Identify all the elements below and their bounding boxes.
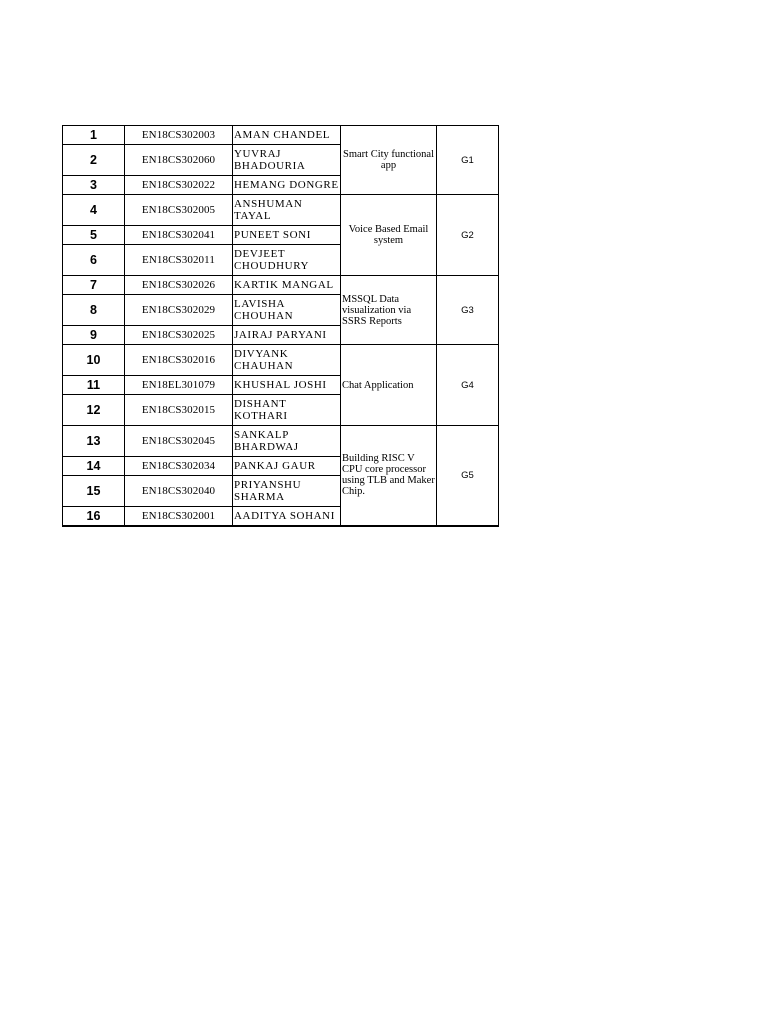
- enrollment-number: EN18CS302022: [125, 176, 233, 195]
- serial-number: 9: [63, 326, 125, 345]
- group-id: G1: [437, 126, 499, 195]
- group-id: G3: [437, 276, 499, 345]
- enrollment-number: EN18CS302040: [125, 476, 233, 507]
- student-name: PRIYANSHU SHARMA: [233, 476, 341, 507]
- serial-number: 13: [63, 426, 125, 457]
- enrollment-number: EN18CS302026: [125, 276, 233, 295]
- group-id: G2: [437, 195, 499, 276]
- serial-number: 3: [63, 176, 125, 195]
- student-name: ANSHUMAN TAYAL: [233, 195, 341, 226]
- serial-number: 5: [63, 226, 125, 245]
- student-name: DEVJEET CHOUDHURY: [233, 245, 341, 276]
- student-name: YUVRAJ BHADOURIA: [233, 145, 341, 176]
- student-name: LAVISHA CHOUHAN: [233, 295, 341, 326]
- serial-number: 6: [63, 245, 125, 276]
- serial-number: 8: [63, 295, 125, 326]
- serial-number: 16: [63, 507, 125, 526]
- student-name: DISHANT KOTHARI: [233, 395, 341, 426]
- group-id: G4: [437, 345, 499, 426]
- student-name: AMAN CHANDEL: [233, 126, 341, 145]
- student-name: PANKAJ GAUR: [233, 457, 341, 476]
- serial-number: 15: [63, 476, 125, 507]
- serial-number: 7: [63, 276, 125, 295]
- enrollment-number: EN18CS302060: [125, 145, 233, 176]
- enrollment-number: EN18CS302003: [125, 126, 233, 145]
- table-row: [63, 126, 499, 145]
- project-title: Voice Based Email system: [341, 195, 437, 276]
- student-name: KHUSHAL JOSHI: [233, 376, 341, 395]
- enrollment-number: EN18EL301079: [125, 376, 233, 395]
- enrollment-number: EN18CS302016: [125, 345, 233, 376]
- student-name: HEMANG DONGRE: [233, 176, 341, 195]
- table-row: [63, 195, 499, 226]
- project-title: Chat Application: [341, 345, 437, 426]
- serial-number: 14: [63, 457, 125, 476]
- student-name: PUNEET SONI: [233, 226, 341, 245]
- serial-number: 4: [63, 195, 125, 226]
- enrollment-number: EN18CS302041: [125, 226, 233, 245]
- student-name: DIVYANK CHAUHAN: [233, 345, 341, 376]
- group-id: G5: [437, 426, 499, 526]
- table-row: [63, 276, 499, 295]
- student-name: KARTIK MANGAL: [233, 276, 341, 295]
- student-name: SANKALP BHARDWAJ: [233, 426, 341, 457]
- enrollment-number: EN18CS302034: [125, 457, 233, 476]
- serial-number: 11: [63, 376, 125, 395]
- student-name: AADITYA SOHANI: [233, 507, 341, 526]
- table-row: [63, 345, 499, 376]
- project-title: Smart City functional app: [341, 126, 437, 195]
- enrollment-number: EN18CS302029: [125, 295, 233, 326]
- serial-number: 10: [63, 345, 125, 376]
- serial-number: 12: [63, 395, 125, 426]
- table-row: [63, 426, 499, 457]
- enrollment-number: EN18CS302005: [125, 195, 233, 226]
- enrollment-number: EN18CS302025: [125, 326, 233, 345]
- project-title: MSSQL Data visualization via SSRS Reports: [341, 276, 437, 345]
- enrollment-number: EN18CS302015: [125, 395, 233, 426]
- project-title: Building RISC V CPU core processor using TLB and Maker Chip.: [341, 426, 437, 526]
- group-allocation-table: [62, 125, 499, 527]
- enrollment-number: EN18CS302011: [125, 245, 233, 276]
- enrollment-number: EN18CS302001: [125, 507, 233, 526]
- serial-number: 1: [63, 126, 125, 145]
- student-name: JAIRAJ PARYANI: [233, 326, 341, 345]
- enrollment-number: EN18CS302045: [125, 426, 233, 457]
- serial-number: 2: [63, 145, 125, 176]
